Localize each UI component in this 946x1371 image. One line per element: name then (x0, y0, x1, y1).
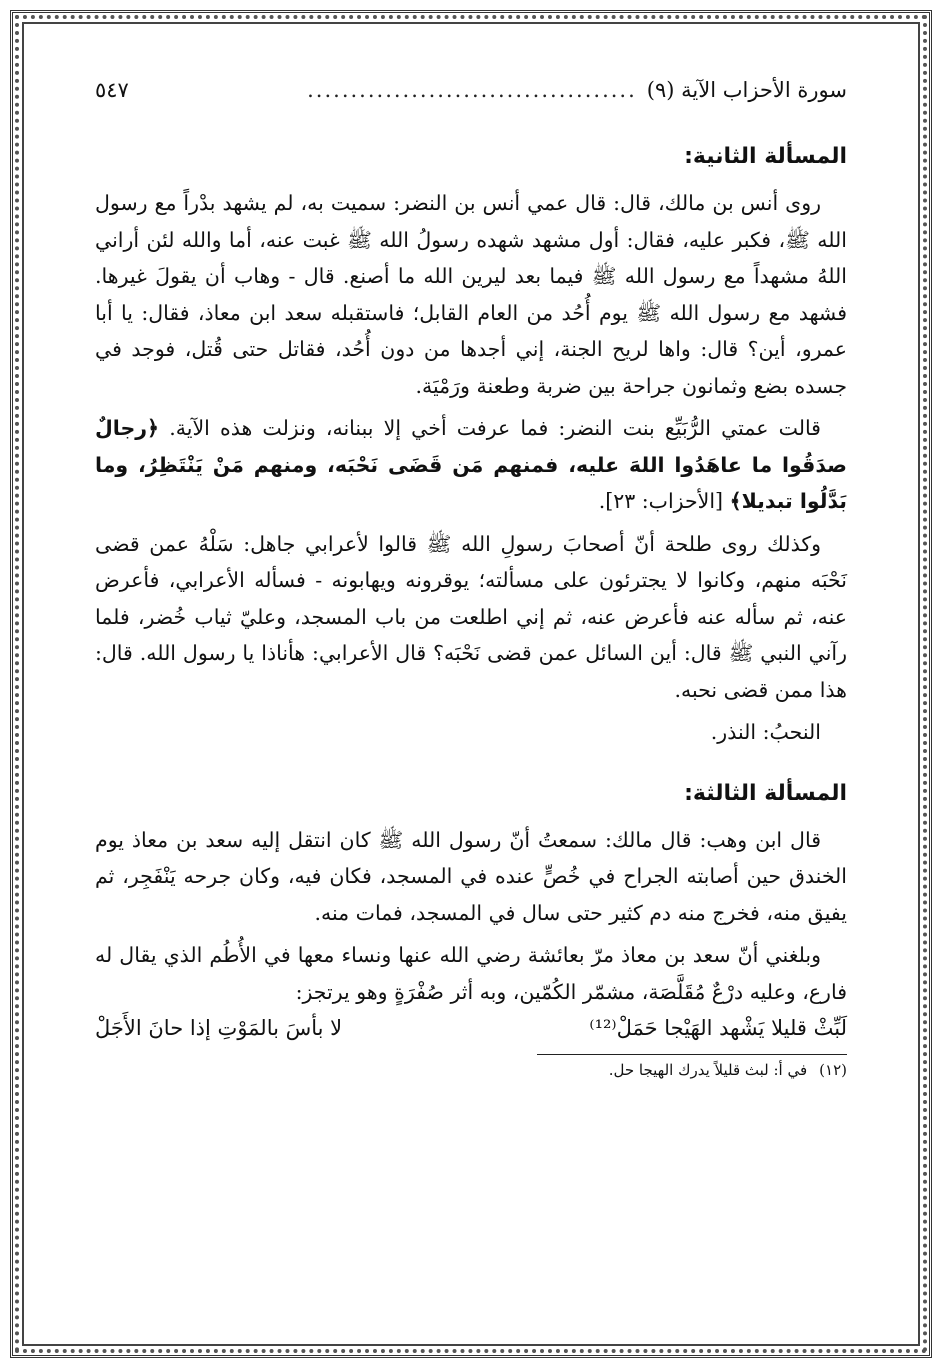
paragraph-lead: قالت عمتي الرُّبَيِّع بنت النضر: فما عرفت أخي إلا ببنانه، ونزلت هذه الآية. (169, 416, 821, 440)
header-title: سورة الأحزاب الآية (٩) (646, 78, 847, 102)
footnote-text: في أ: لبث قليلاً يدرك الهيجا حل. (608, 1061, 808, 1079)
poetry-hemistich-right: لَبِّثْ قليلا يَشْهد الهَيْجا حَمَلْ⁽¹²⁾ (589, 1016, 847, 1040)
paragraph: روى أنس بن مالك، قال: قال عمي أنس بن النضر: سميت به، لم يشهد بدْراً مع رسول الله ﷺ، فكبر عليه، فقال: أول مشهد شهده رسولُ الله ﷺ غبت عنه، أما والله لئن أراني اللهُ مشهداً مع رسول الله ﷺ فيما بعد ليرين الله ما أصنع. قال - وهاب أن يقولَ غيرها. فشهد مع رسول الله ﷺ يوم أُحُد من العام القابل؛ فاستقبله سعد ابن معاذ، فقال: يا أبا عمرو، أين؟ قال: واها لريح الجنة، إني أجدها من دون أُحُد، فقاتل حتى قُتل، فوجد في جسده بضع وثمانون جراحة بين ضربة وطعنة ورَمْيَة. (95, 191, 847, 398)
page-number: ٥٤٧ (95, 78, 129, 102)
paragraph-with-verse (95, 410, 847, 520)
verse-reference: [الأحزاب: ٢٣]. (598, 489, 724, 513)
footnote (95, 1061, 847, 1079)
paragraph: وكذلك روى طلحة أنّ أصحابَ رسولِ الله ﷺ قالوا لأعرابي جاهل: سَلْهُ عمن قضى نَحْبَه منهم، وكانوا لا يجترئون على مسألته؛ يوقرونه ويهابونه - فسأله الأعرابي، فأعرض عنه، ثم سأله عنه فأعرض عنه، ثم إني اطلعت من باب المسجد، وعليّ ثياب خُضر، فلما رآني النبي ﷺ قال: أين السائل عمن قضى نَحْبَه؟ قال الأعرابي: هأناذا يا رسول الله. قال: هذا ممن قضى نحبه. (95, 531, 847, 702)
page-content (95, 78, 847, 1079)
paragraph: النحبُ: النذر. (710, 720, 821, 744)
paragraph: قال ابن وهب: قال مالك: سمعتُ أنّ رسول الله ﷺ كان انتقل إليه سعد بن معاذ يوم الخندق حين أصابته الجراح في خُصٍّ عنده في المسجد، فكان فيه، وكان جرحه يَنْفَجِر، ثم يفيق منه، فخرج منه دم كثير حتى سال في المسجد، فمات منه. (95, 827, 847, 925)
paragraph: وبلغني أنّ سعد بن معاذ مرّ بعائشة رضي الله عنها ونساء معها في الأُطُم الذي يقال له فارع، وعليه درْعٌ مُقَلَّصَة، مشمّر الكُمّين، وبه أثر صُفْرَةٍ وهو يرتجز: (95, 943, 847, 1004)
quran-verse: ﴿رجالٌ صدَقُوا ما عاهَدُوا اللهَ عليه، فمنهم مَن قَضَى نَحْبَه، ومنهم مَنْ يَنْتَظِرُ، وما بَدَّلُوا تبديلا﴾ (95, 416, 847, 513)
poetry-line (95, 1016, 847, 1040)
section-heading-2: المسألة الثانية: (684, 144, 847, 169)
running-header (95, 78, 847, 114)
header-dots: ...................................... (307, 78, 637, 102)
section-heading-3: المسألة الثالثة: (684, 780, 847, 806)
footnote-divider (537, 1054, 847, 1055)
poetry-hemistich-left: لا بأسَ بالمَوْتِ إذا حانَ الأَجَلْ (95, 1016, 343, 1040)
footnote-number: (١٢) (819, 1061, 847, 1079)
